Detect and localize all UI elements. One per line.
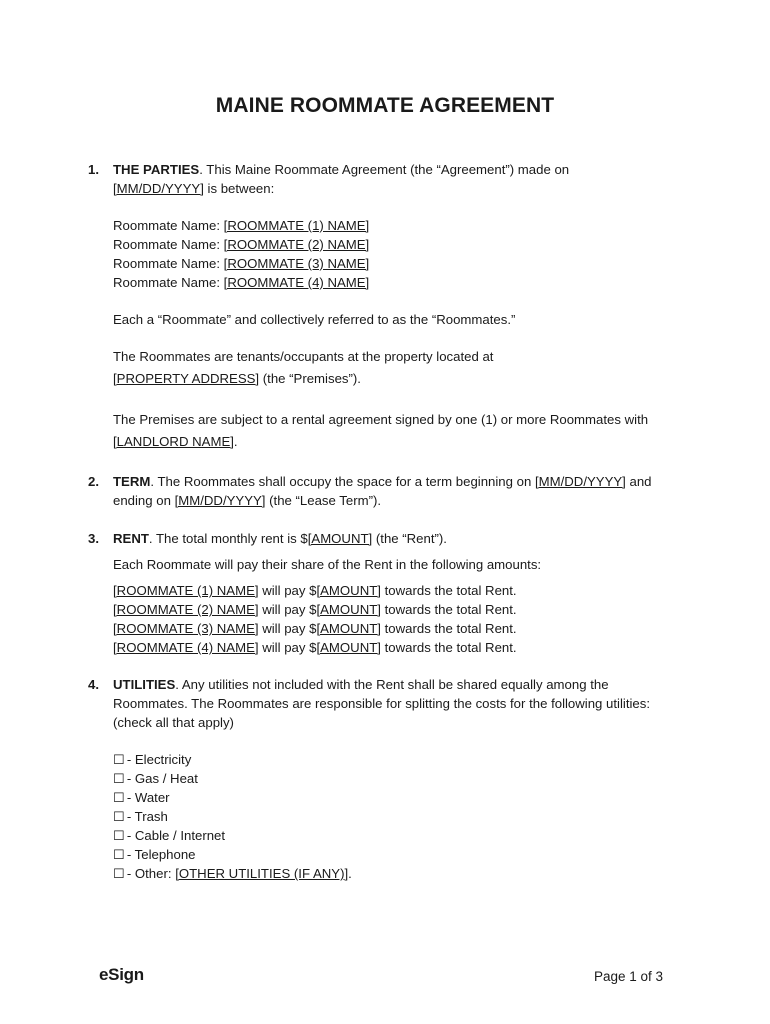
agreement-date-field: [MM/DD/YYYY] <box>113 181 204 196</box>
term-end-field: [MM/DD/YYYY] <box>174 493 266 508</box>
section-parties: 1. THE PARTIES. This Maine Roommate Agreement (the “Agreement”) made on [MM/DD/YYYY] is between: Roommate Name: [ROOMMATE (1) NAME] Roommate Name: [ROOMMATE (2) NAME] Roommate Name: [ROOMMATE (3) NAME] Roommate Name: [ROOMMATE (4) NAME] Each a “Roommate” and collectively referred to as the “Roommates.” The Roommates are tenants/occupants at the property located at [PROPERTY ADDRESS] (the “Premises”). The Premises are subject to a rental agreement signed by one (1) or more Roommates with [LANDLORD NAME]. <box>88 160 688 451</box>
rent-row: [ROOMMATE (2) NAME] will pay $[AMOUNT] towards the total Rent. <box>113 602 517 617</box>
rental-agreement-text: The Premises are subject to a rental agreement signed by one (1) or more Roommates with <box>113 412 649 427</box>
page-number: Page 1 of 3 <box>593 969 663 984</box>
rent-amount-field: [AMOUNT] <box>307 531 373 546</box>
parties-intro: . This Maine Roommate Agreement (the “Agreement”) made on <box>199 162 570 177</box>
roommate-name-field: [ROOMMATE (3) NAME] <box>223 256 370 271</box>
section-number: 2. <box>88 474 99 489</box>
roommate-line: Roommate Name: [ROOMMATE (1) NAME] <box>113 218 370 233</box>
property-address-field: [PROPERTY ADDRESS] <box>113 371 260 386</box>
section-rent: 3. RENT. The total monthly rent is $[AMOUNT] (the “Rent”). Each Roommate will pay their share of the Rent in the following amounts: [ROOMMATE (1) NAME] will pay $[AMOUNT] towards the total Rent. [ROOMMATE (2) NAME] will pay $[AMOUNT] towards the total Rent. [ROOMMATE (3) NAME] will pay $[AMOUNT] towards the total Rent. [ROOMMATE (4) NAME] will pay $[AMOUNT] towards the total Rent. <box>88 529 688 657</box>
section-number: 3. <box>88 531 99 546</box>
parties-intro-end: is between: <box>203 181 275 196</box>
checkbox-icon[interactable]: ☐ <box>113 866 125 881</box>
document-title: MAINE ROOMMATE AGREEMENT <box>215 94 555 117</box>
utility-item-trash[interactable]: ☐ - Trash <box>113 809 168 824</box>
term-start-field: [MM/DD/YYYY] <box>534 474 626 489</box>
roommate-name-field: [ROOMMATE (1) NAME] <box>223 218 370 233</box>
checkbox-icon[interactable]: ☐ <box>113 847 125 862</box>
rent-row: [ROOMMATE (3) NAME] will pay $[AMOUNT] towards the total Rent. <box>113 621 517 636</box>
premises-definition: (the “Premises”). <box>259 371 361 386</box>
roommate-line: Roommate Name: [ROOMMATE (3) NAME] <box>113 256 370 271</box>
rent-row: [ROOMMATE (4) NAME] will pay $[AMOUNT] towards the total Rent. <box>113 640 517 655</box>
utility-item-gas-heat[interactable]: ☐ - Gas / Heat <box>113 771 198 786</box>
utility-item-other[interactable]: ☐ - Other: [OTHER UTILITIES (IF ANY)]. <box>113 866 352 881</box>
rent-share-text: Each Roommate will pay their share of the Rent in the following amounts: <box>113 557 542 572</box>
landlord-name-field: [LANDLORD NAME] <box>113 434 234 449</box>
section-heading: RENT <box>113 531 149 546</box>
other-utilities-field: [OTHER UTILITIES (IF ANY)] <box>175 866 349 881</box>
section-number: 1. <box>88 162 99 177</box>
checkbox-icon[interactable]: ☐ <box>113 809 125 824</box>
checkbox-icon[interactable]: ☐ <box>113 771 125 786</box>
utility-item-electricity[interactable]: ☐ - Electricity <box>113 752 192 767</box>
section-heading: TERM <box>113 474 151 489</box>
checkbox-icon[interactable]: ☐ <box>113 752 125 767</box>
esign-logo: eSign <box>99 965 144 984</box>
roommates-definition: Each a “Roommate” and collectively referred to as the “Roommates.” <box>113 312 516 327</box>
section-utilities: 4. UTILITIES. Any utilities not included with the Rent shall be shared equally among the Roommates. The Roommates are responsible for splitting the costs for the following utilities: (check all that apply) ☐ - Electricity ☐ - Gas / Heat ☐ - Water ☐ - Trash ☐ - Cable / Internet ☐ - Telephone ☐ - Other: [OTHER UTILITIES (IF ANY)]. <box>88 675 688 883</box>
roommate-name-field: [ROOMMATE (4) NAME] <box>223 275 370 290</box>
section-heading: UTILITIES <box>113 677 176 692</box>
roommate-name-field: [ROOMMATE (2) NAME] <box>223 237 370 252</box>
section-number: 4. <box>88 677 99 692</box>
utility-item-cable-internet[interactable]: ☐ - Cable / Internet <box>113 828 226 843</box>
section-term: 2. TERM. The Roommates shall occupy the space for a term beginning on [MM/DD/YYYY] and ending on [MM/DD/YYYY] (the “Lease Term”). <box>88 474 652 508</box>
section-heading: THE PARTIES <box>113 162 200 177</box>
roommate-line: Roommate Name: [ROOMMATE (4) NAME] <box>113 275 370 290</box>
utility-item-water[interactable]: ☐ - Water <box>113 790 170 805</box>
tenants-text: The Roommates are tenants/occupants at the property located at <box>113 349 494 364</box>
roommate-line: Roommate Name: [ROOMMATE (2) NAME] <box>113 237 370 252</box>
checkbox-icon[interactable]: ☐ <box>113 790 125 805</box>
utility-item-telephone[interactable]: ☐ - Telephone <box>113 847 196 862</box>
rent-row: [ROOMMATE (1) NAME] will pay $[AMOUNT] towards the total Rent. <box>113 583 517 598</box>
checkbox-icon[interactable]: ☐ <box>113 828 125 843</box>
